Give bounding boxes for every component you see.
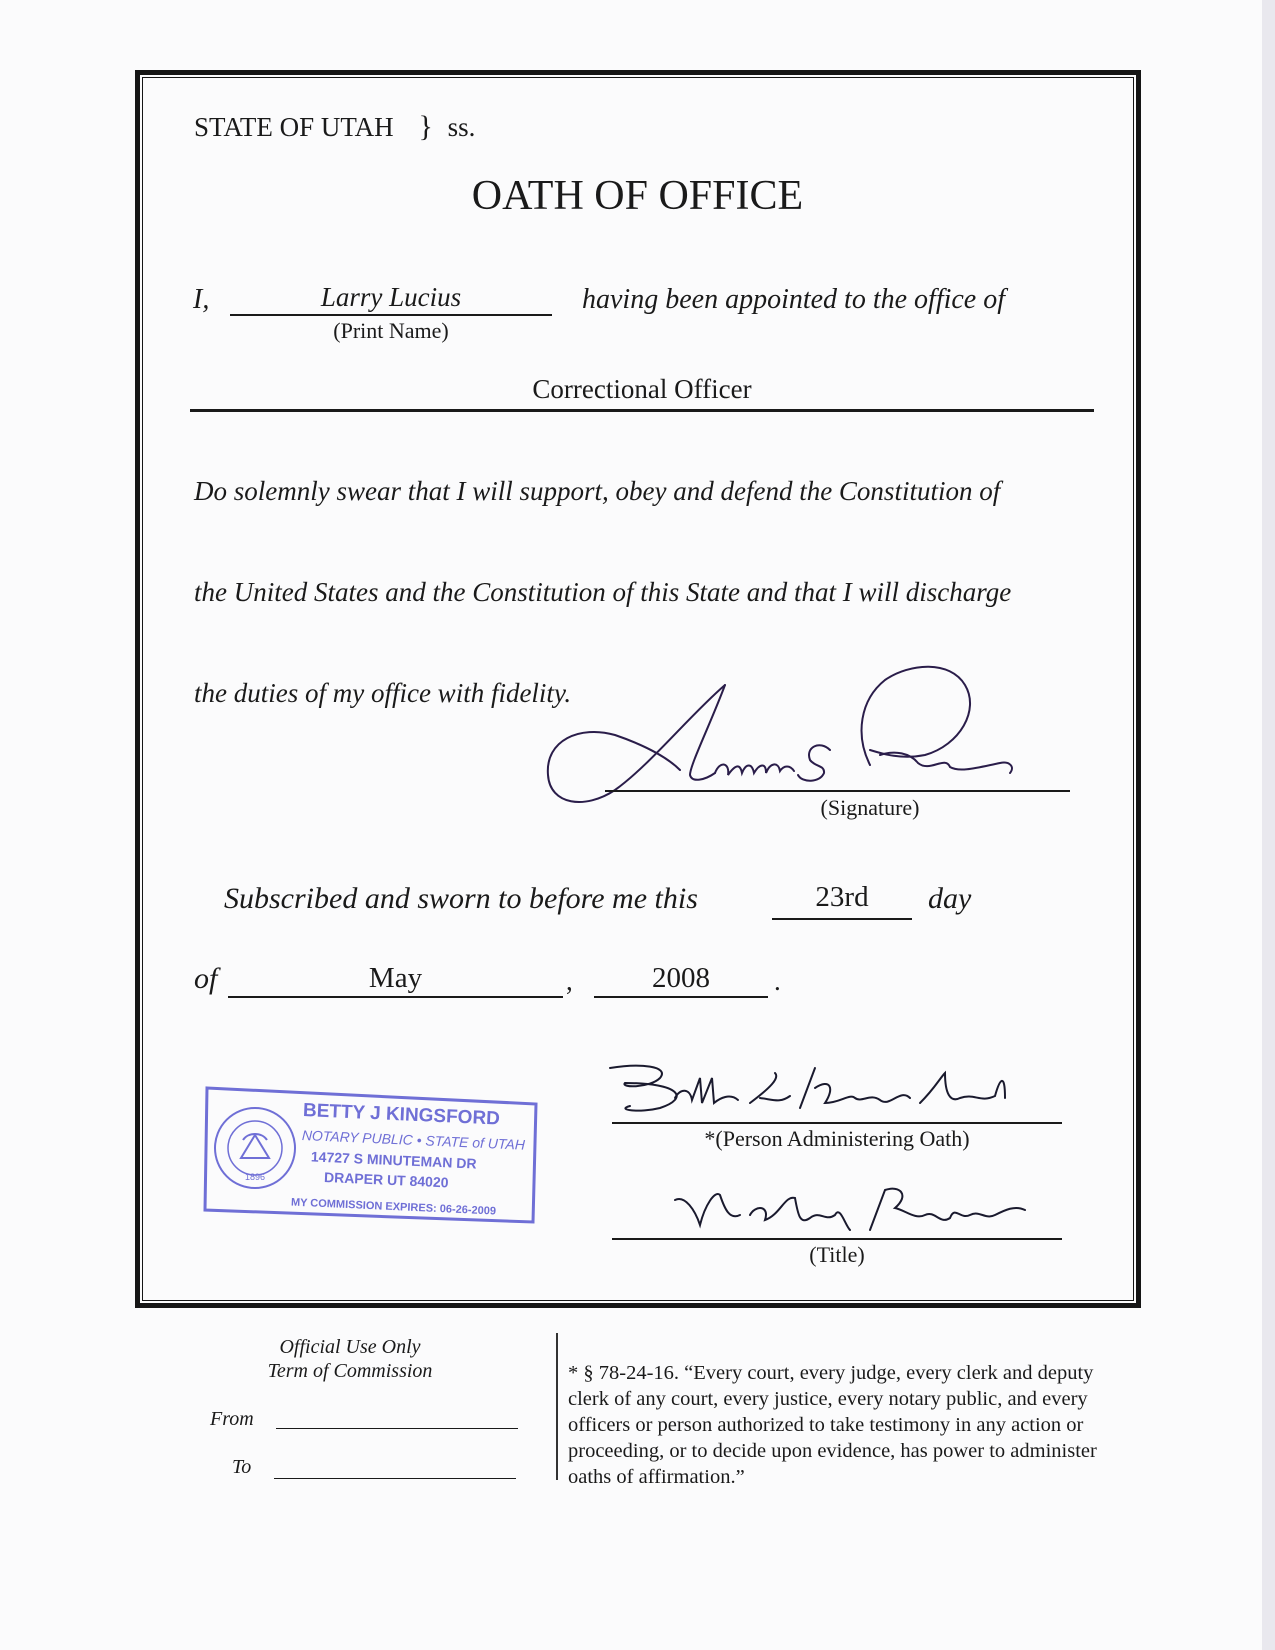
signature-strokes [548,667,1012,802]
month-underline [228,996,563,998]
title-caption: (Title) [809,1242,865,1267]
oath-line-2: the United States and the Constitution of this State and that I will discharge [194,577,1012,607]
official-use-heading: Official Use Only [279,1336,421,1358]
stamp-line-2: 14727 S MINUTEMAN DR [310,1148,477,1172]
notary-stamp [203,1080,543,1225]
office-underline [190,409,1094,412]
appointee-name: Larry Lucius [320,282,462,312]
appointed-text: having been appointed to the office of [582,284,1006,315]
from-label: From [210,1408,254,1430]
to-field[interactable] [274,1478,516,1479]
venue-ss: ss. [447,112,476,142]
sworn-day: 23rd [815,881,869,913]
office-title: Correctional Officer [532,374,752,404]
venue-line [194,110,475,144]
of-word: of [194,962,218,995]
print-name-caption: (Print Name) [333,318,449,343]
page-edge [1262,0,1275,1650]
svg-text:1896: 1896 [244,1172,266,1182]
oath-line-1: Do solemnly swear that I will support, obey and defend the Constitution of [194,476,1001,506]
administrator-signature-line [612,1122,1062,1124]
state-seal-icon [215,1108,295,1188]
year-period: . [774,966,781,996]
document-title: OATH OF OFFICE [471,173,804,219]
name-underline [230,314,552,316]
stamp-name: BETTY J KINGSFORD [302,1100,501,1130]
year-underline [594,996,768,998]
footer-divider [556,1333,558,1480]
i-label: I, [193,284,210,315]
signature-caption: (Signature) [820,795,920,820]
statute-citation: * § 78-24-16. “Every court, every judge, every clerk and deputy clerk of any court, every justice, every notary public, and every officers or person authorized to take testimony in any action or proceeding, or to decide upon evidence, has power to administer oaths of affirmation.” [568,1362,1097,1488]
stamp-line-3: DRAPER UT 84020 [323,1168,449,1191]
sworn-month: May [368,962,423,994]
administrator-caption: *(Person Administering Oath) [704,1126,970,1151]
day-underline [772,918,912,920]
from-field[interactable] [276,1428,518,1429]
stamp-line-4: MY COMMISSION EXPIRES: 06-26-2009 [290,1196,497,1218]
sworn-prefix: Subscribed and sworn to before me this [224,882,698,915]
month-comma: , [566,966,573,996]
state-name: STATE OF UTAH [194,112,394,142]
signature-line [605,790,1070,792]
title-line [612,1238,1062,1240]
stamp-line-1: NOTARY PUBLIC • STATE of UTAH [301,1126,526,1153]
sworn-year: 2008 [652,962,710,994]
venue-brace: } [418,110,433,143]
to-label: To [232,1456,252,1478]
oath-line-3: the duties of my office with fidelity. [194,678,572,708]
term-of-commission-heading: Term of Commission [267,1360,433,1382]
day-word: day [928,882,972,915]
